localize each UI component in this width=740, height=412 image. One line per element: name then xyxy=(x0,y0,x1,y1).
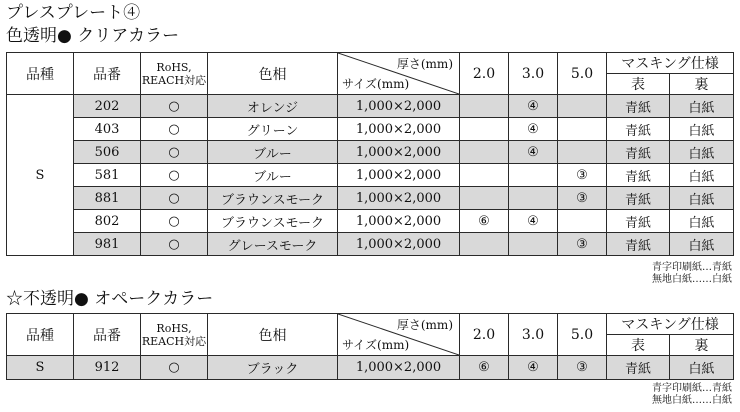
header-masking: マスキング仕様 xyxy=(607,53,734,74)
rohs-cell: ○ xyxy=(141,233,208,256)
section1-note-line2: 無地白紙……白紙 xyxy=(652,274,732,285)
back-cell: 白紙 xyxy=(670,95,734,118)
t30-cell: ④ xyxy=(509,356,558,380)
front-cell: 青紙 xyxy=(607,141,670,164)
rohs-cell: ○ xyxy=(141,141,208,164)
rohs-cell: ○ xyxy=(141,210,208,233)
table-row xyxy=(7,164,734,187)
t20-cell xyxy=(460,95,509,118)
header-iro: 色相 xyxy=(208,314,338,356)
opaque-color-table xyxy=(6,313,734,380)
t20-cell xyxy=(460,118,509,141)
header-thickness-size xyxy=(338,314,460,356)
section1-note xyxy=(652,262,732,286)
header-iro: 色相 xyxy=(208,53,338,95)
rohs-cell: ○ xyxy=(141,118,208,141)
front-cell: 青紙 xyxy=(607,164,670,187)
table-row xyxy=(7,210,734,233)
front-cell: 青紙 xyxy=(607,210,670,233)
t20-cell xyxy=(460,187,509,210)
back-cell: 白紙 xyxy=(670,141,734,164)
back-cell: 白紙 xyxy=(670,187,734,210)
section1-title-line2: 色透明● クリアカラー xyxy=(6,26,180,46)
size-cell: 1,000×2,000 xyxy=(338,187,460,210)
size-cell: 1,000×2,000 xyxy=(338,118,460,141)
t50-cell: ③ xyxy=(558,233,607,256)
header-rohs-line2: REACH対応 xyxy=(141,73,207,87)
clear-color-table xyxy=(6,52,734,256)
header-front: 表 xyxy=(607,74,670,95)
section2-title: ☆不透明● オペークカラー xyxy=(6,289,214,309)
color-cell: ブルー xyxy=(208,141,338,164)
header-hinban: 品番 xyxy=(74,314,141,356)
header-rohs xyxy=(141,314,208,356)
color-cell: ブルー xyxy=(208,164,338,187)
color-cell: ブラック xyxy=(208,356,338,380)
section1-title-line1: プレスプレート④ xyxy=(6,3,141,23)
back-cell: 白紙 xyxy=(670,118,734,141)
color-cell: ブラウンスモーク xyxy=(208,210,338,233)
header-rohs-line1: RoHS, xyxy=(156,60,192,74)
size-cell: 1,000×2,000 xyxy=(338,210,460,233)
table-row xyxy=(7,233,734,256)
header-t30: 3.0 xyxy=(509,314,558,356)
header-t20: 2.0 xyxy=(460,314,509,356)
t50-cell xyxy=(558,95,607,118)
color-cell: ブラウンスモーク xyxy=(208,187,338,210)
t50-cell xyxy=(558,210,607,233)
section2-note-line2: 無地白紙……白紙 xyxy=(652,395,732,406)
t30-cell: ④ xyxy=(509,118,558,141)
header-thickness-label: 厚さ(mm) xyxy=(396,318,453,332)
hinban-cell: 506 xyxy=(74,141,141,164)
back-cell: 白紙 xyxy=(670,356,734,380)
hinshu-cell: S xyxy=(7,356,74,380)
t50-cell: ③ xyxy=(558,187,607,210)
front-cell: 青紙 xyxy=(607,187,670,210)
section1-note-line1: 青字印刷紙…青紙 xyxy=(652,262,732,273)
table-row xyxy=(7,118,734,141)
hinban-cell: 403 xyxy=(74,118,141,141)
t20-cell: ⑥ xyxy=(460,210,509,233)
header-rohs-line1: RoHS, xyxy=(156,321,192,335)
header-back: 裏 xyxy=(670,74,734,95)
header-hinshu: 品種 xyxy=(7,53,74,95)
table-row xyxy=(7,356,734,380)
hinban-cell: 802 xyxy=(74,210,141,233)
header-t20: 2.0 xyxy=(460,53,509,95)
header-rohs xyxy=(141,53,208,95)
t30-cell: ④ xyxy=(509,141,558,164)
header-row-1 xyxy=(7,53,734,74)
section2-note-line1: 青字印刷紙…青紙 xyxy=(652,383,732,394)
t20-cell xyxy=(460,141,509,164)
header-t50: 5.0 xyxy=(558,53,607,95)
t50-cell xyxy=(558,118,607,141)
hinban-cell: 881 xyxy=(74,187,141,210)
t20-cell: ⑥ xyxy=(460,356,509,380)
size-cell: 1,000×2,000 xyxy=(338,233,460,256)
t50-cell: ③ xyxy=(558,164,607,187)
t50-cell xyxy=(558,141,607,164)
rohs-cell: ○ xyxy=(141,187,208,210)
t20-cell xyxy=(460,164,509,187)
hinban-cell: 912 xyxy=(74,356,141,380)
header-back: 裏 xyxy=(670,335,734,356)
rohs-cell: ○ xyxy=(141,95,208,118)
hinban-cell: 202 xyxy=(74,95,141,118)
t30-cell: ④ xyxy=(509,210,558,233)
back-cell: 白紙 xyxy=(670,210,734,233)
back-cell: 白紙 xyxy=(670,164,734,187)
header-front: 表 xyxy=(607,335,670,356)
header-t30: 3.0 xyxy=(509,53,558,95)
color-cell: グレースモーク xyxy=(208,233,338,256)
t30-cell xyxy=(509,187,558,210)
front-cell: 青紙 xyxy=(607,118,670,141)
hinshu-cell: S xyxy=(7,95,74,256)
t30-cell xyxy=(509,164,558,187)
front-cell: 青紙 xyxy=(607,356,670,380)
header-size-label: サイズ(mm) xyxy=(342,338,410,352)
section2-note xyxy=(652,383,732,407)
front-cell: 青紙 xyxy=(607,95,670,118)
header-rohs-line2: REACH対応 xyxy=(141,334,207,348)
size-cell: 1,000×2,000 xyxy=(338,356,460,380)
hinban-cell: 981 xyxy=(74,233,141,256)
size-cell: 1,000×2,000 xyxy=(338,164,460,187)
table-row xyxy=(7,95,734,118)
header-size-label: サイズ(mm) xyxy=(342,77,410,91)
rohs-cell: ○ xyxy=(141,356,208,380)
hinban-cell: 581 xyxy=(74,164,141,187)
t30-cell xyxy=(509,233,558,256)
size-cell: 1,000×2,000 xyxy=(338,141,460,164)
t20-cell xyxy=(460,233,509,256)
header-row-1 xyxy=(7,314,734,335)
t50-cell: ③ xyxy=(558,356,607,380)
header-thickness-label: 厚さ(mm) xyxy=(396,57,453,71)
color-cell: オレンジ xyxy=(208,95,338,118)
t30-cell: ④ xyxy=(509,95,558,118)
header-hinshu: 品種 xyxy=(7,314,74,356)
color-cell: グリーン xyxy=(208,118,338,141)
back-cell: 白紙 xyxy=(670,233,734,256)
rohs-cell: ○ xyxy=(141,164,208,187)
front-cell: 青紙 xyxy=(607,233,670,256)
header-masking: マスキング仕様 xyxy=(607,314,734,335)
header-hinban: 品番 xyxy=(74,53,141,95)
table-row xyxy=(7,141,734,164)
size-cell: 1,000×2,000 xyxy=(338,95,460,118)
table-row xyxy=(7,187,734,210)
header-thickness-size xyxy=(338,53,460,95)
header-t50: 5.0 xyxy=(558,314,607,356)
